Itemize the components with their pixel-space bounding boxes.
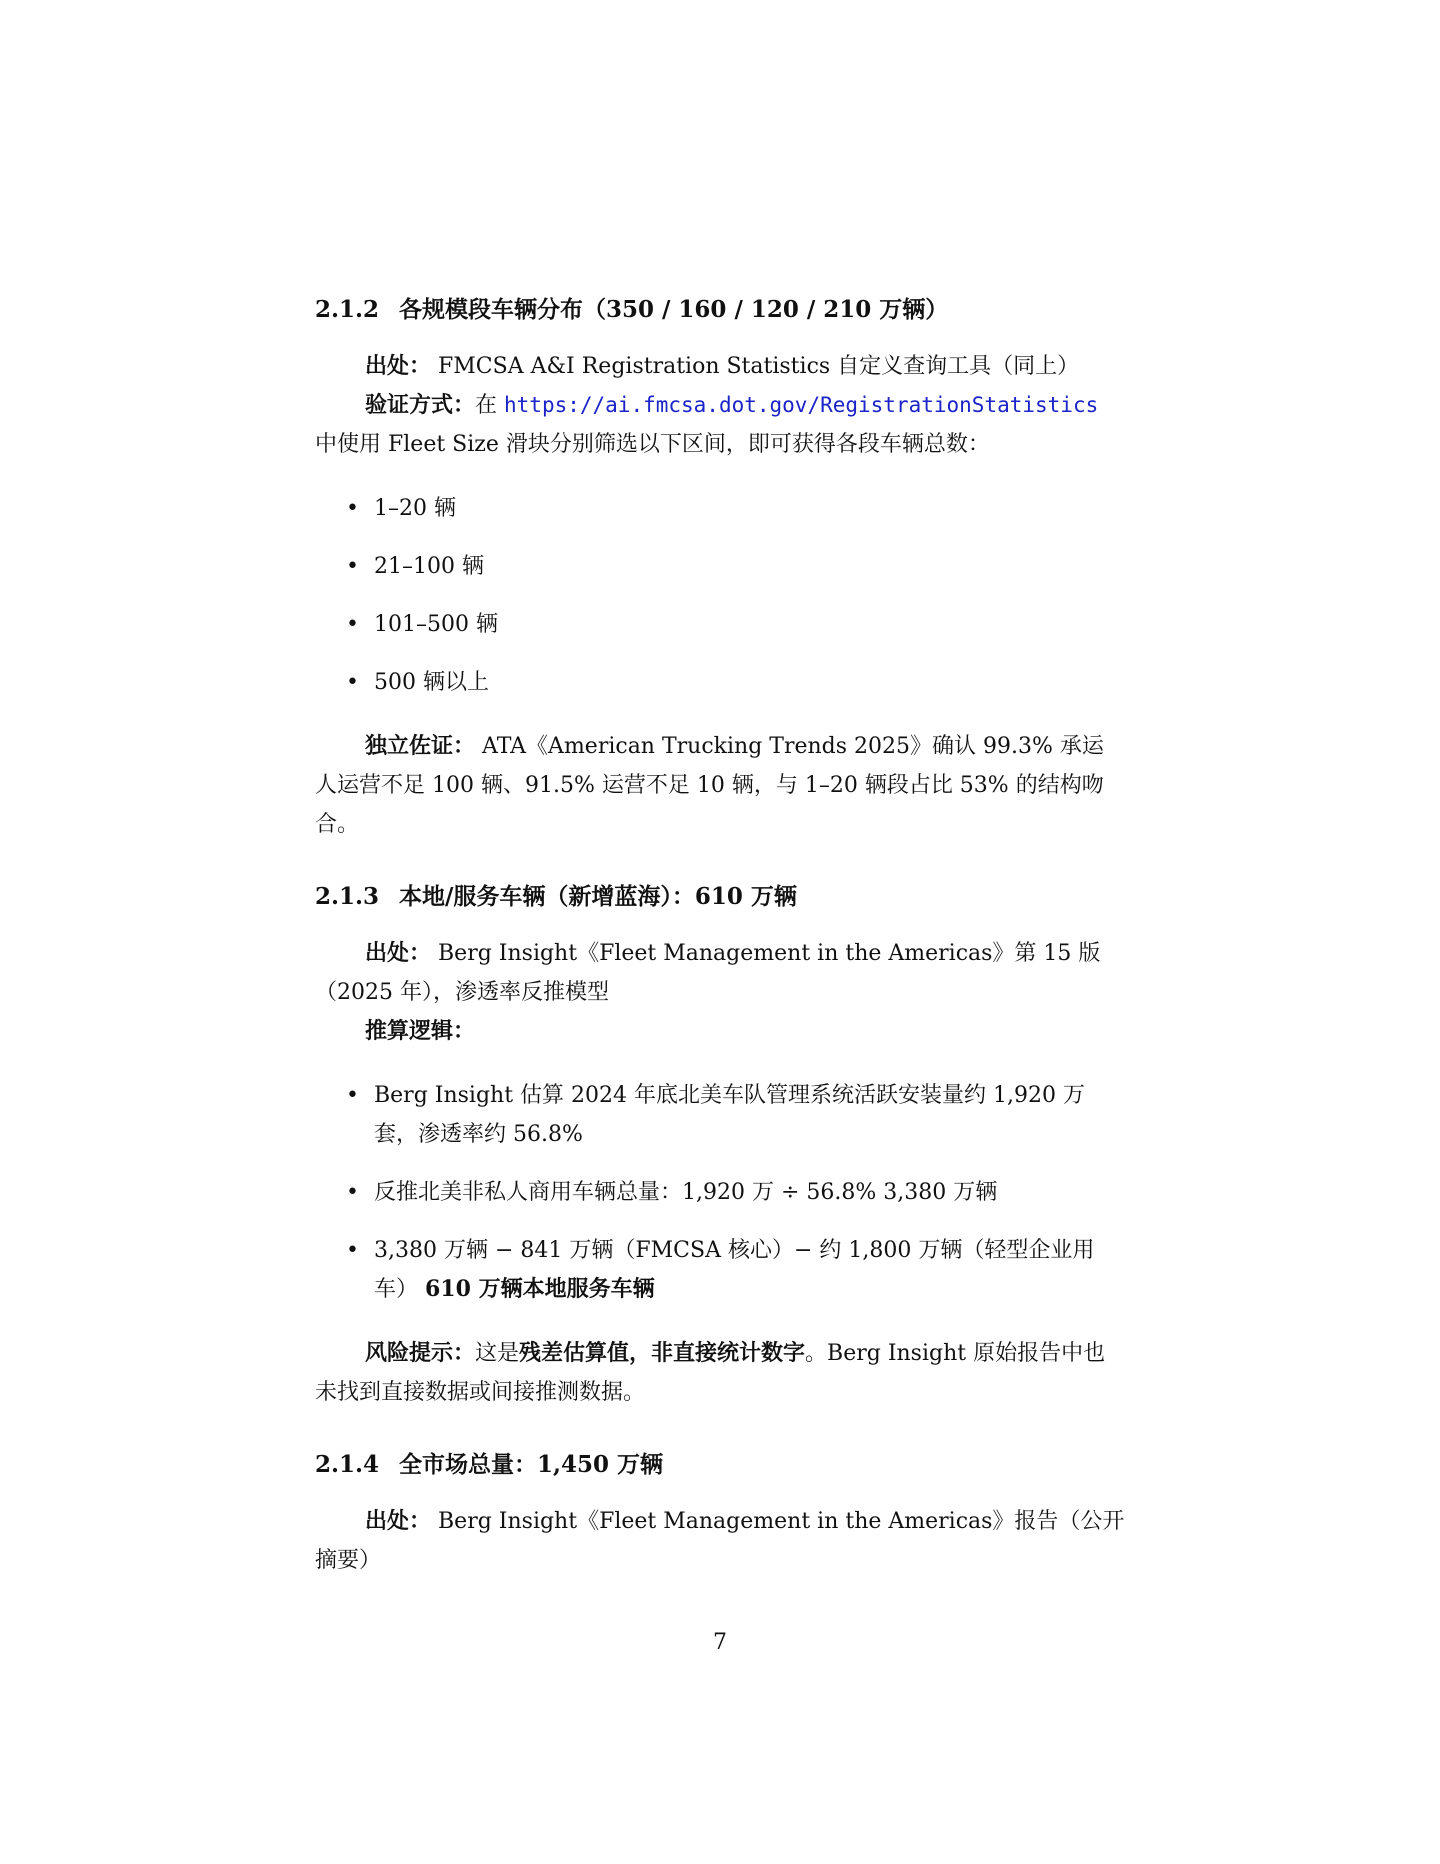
registration-statistics-link[interactable]: https://ai.fmcsa.dot.gov/RegistrationStatistics — [504, 393, 1099, 417]
section-title: 本地/服务车辆（新增蓝海）：610 万辆 — [399, 883, 797, 910]
source-paragraph — [315, 934, 1125, 1012]
evidence-paragraph — [315, 727, 1125, 844]
risk-bold: 残差估算值，非直接统计数字 — [519, 1340, 806, 1366]
list-item: • 101–500 辆 — [315, 605, 1125, 644]
source-paragraph — [315, 347, 1125, 386]
logic-label: 推算逻辑： — [365, 1018, 476, 1044]
section-heading-2-1-3 — [315, 877, 1125, 916]
verify-post: 中使用 Fleet Size 滑块分别筛选以下区间，即可获得各段车辆总数： — [315, 432, 990, 457]
list-item: • 500 辆以上 — [315, 663, 1125, 702]
source-label: 出处： — [365, 940, 432, 966]
evidence-text: ATA《American Trucking Trends 2025》确认 99.3% 承运人运营不足 100 辆、91.5% 运营不足 10 辆，与 1–20 辆段占比 53% 的结构吻合。 — [315, 734, 1104, 837]
section-heading-2-1-2 — [315, 290, 1125, 329]
source-paragraph — [315, 1502, 1125, 1580]
verify-pre: 在 — [475, 393, 505, 418]
list-item-text: 3,380 万辆 − 841 万辆（FMCSA 核心）− 约 1,800 万辆（轻型企业用车） — [374, 1238, 1095, 1302]
source-text: Berg Insight《Fleet Management in the Americas》第 15 版（2025 年），渗透率反推模型 — [315, 941, 1101, 1005]
section-heading-2-1-4 — [315, 1445, 1125, 1484]
list-item: • Berg Insight 估算 2024 年底北美车队管理系统活跃安装量约 1,920 万套，渗透率约 56.8% — [315, 1076, 1125, 1154]
section-number: 2.1.4 — [315, 1451, 380, 1478]
list-item: • 1–20 辆 — [315, 489, 1125, 528]
source-label: 出处： — [365, 353, 432, 379]
source-text: Berg Insight《Fleet Management in the Americas》报告（公开摘要） — [315, 1509, 1125, 1573]
source-label: 出处： — [365, 1508, 432, 1534]
page-content — [315, 290, 1125, 1580]
risk-post: 。Berg Insight 原始报告中也未找到直接数据或间接推测数据。 — [315, 1341, 1106, 1405]
evidence-label: 独立佐证： — [365, 733, 476, 759]
section-number: 2.1.2 — [315, 296, 380, 323]
risk-label: 风险提示： — [365, 1340, 476, 1366]
source-text: FMCSA A&I Registration Statistics 自定义查询工具（同上） — [431, 354, 1080, 379]
list-item: • 反推北美非私人商用车辆总量：1,920 万 ÷ 56.8% 3,380 万辆 — [315, 1173, 1125, 1212]
section-number: 2.1.3 — [315, 883, 380, 910]
fleet-size-list — [315, 489, 1125, 702]
section-title: 各规模段车辆分布（350 / 160 / 120 / 210 万辆） — [399, 296, 949, 323]
list-item-bold: 610 万辆本地服务车辆 — [425, 1276, 655, 1302]
page-number: 7 — [713, 1630, 727, 1655]
section-title: 全市场总量：1,450 万辆 — [399, 1451, 664, 1478]
risk-paragraph — [315, 1334, 1125, 1412]
list-item: • 21–100 辆 — [315, 547, 1125, 586]
risk-pre: 这是 — [475, 1341, 520, 1366]
estimation-list — [315, 1076, 1125, 1309]
list-item — [315, 1231, 1125, 1309]
verify-paragraph — [315, 386, 1125, 464]
verify-label: 验证方式： — [365, 392, 476, 418]
